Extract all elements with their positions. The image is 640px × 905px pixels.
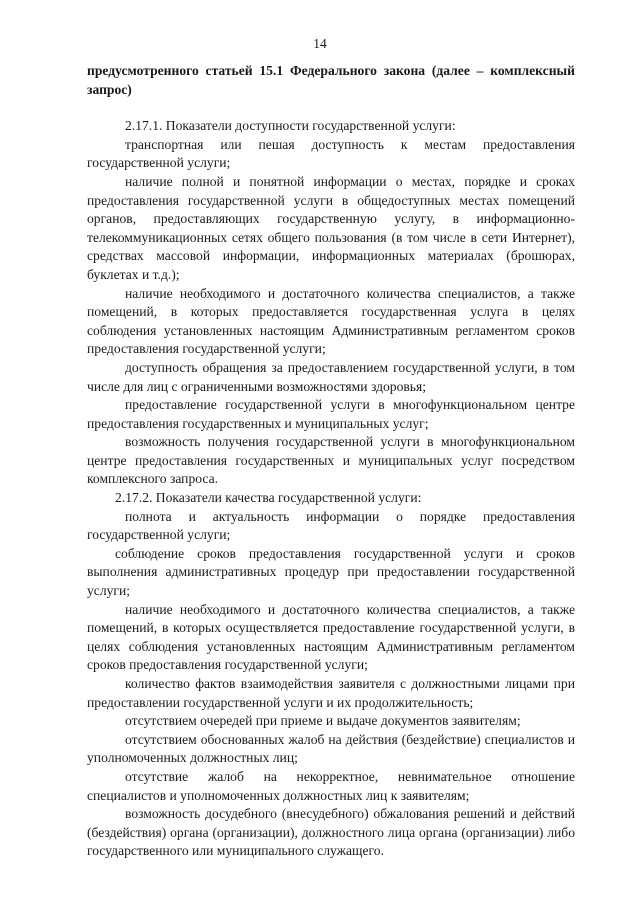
heading-quality-indicators: 2.17.2. Показатели качества государственной услуги: bbox=[115, 490, 422, 506]
paragraph-transport-accessibility: транспортная или пешая доступность к местам предоставления государственной услуги; bbox=[87, 136, 575, 171]
paragraph-comprehensive-request: предусмотренного статьей 15.1 Федерального закона (далее – комплексный запрос) bbox=[87, 63, 575, 97]
paragraph-accessibility-disabled: доступность обращения за предоставлением государственной услуги, в том числе для лиц с ограниченными возможностями здоровья; bbox=[87, 359, 575, 394]
paragraph-interaction-count: количество фактов взаимодействия заявителя с должностными лицами при предоставлении государственной услуги и их продолжительность; bbox=[87, 676, 575, 710]
paragraph-mfc-comprehensive-request: возможность получения государственной услуги в многофункциональном центре предоставления государственных и муниципальных услуг посредством комплексного запроса. bbox=[87, 434, 575, 487]
page-number: 14 bbox=[313, 36, 327, 51]
paragraph-pretrial-appeal: возможность досудебного (внесудебного) обжалования решений и действий (бездействия) органа (организации), должностного лица органа (организации) либо государственного или муниципального служащего. bbox=[87, 806, 575, 859]
paragraph-no-incorrect-treatment: отсутствие жалоб на некорректное, невнимательное отношение специалистов и уполномоченных должностных лиц к заявителям; bbox=[87, 768, 575, 803]
paragraph-information-availability: наличие полной и понятной информации о местах, порядке и сроках предоставления государственной услуги в общедоступных местах помещений органов, предоставляющих государственную услугу, в информационно-телекоммуникационных сетях общего пользования (в том числе в сети Интернет), средствах массовой информации, информационных материалах (брошюрах, буклетах и т.д.); bbox=[87, 173, 575, 282]
body-text bbox=[87, 62, 575, 861]
paragraph-deadlines-compliance: соблюдение сроков предоставления государственной услуги и сроков выполнения административных процедур при предоставлении государственной услуги; bbox=[87, 545, 575, 599]
paragraph-staff-and-premises: наличие необходимого и достаточного количества специалистов, а также помещений, в которых предоставляется государственная услуга в целях соблюдения установленных настоящим Административным регламентом сроков предоставления государственной услуги; bbox=[87, 285, 575, 357]
paragraph-staff-and-premises-quality: наличие необходимого и достаточного количества специалистов, а также помещений, в которых осуществляется предоставление государственной услуги, в целях соблюдения установленных настоящим Административным регламентом сроков предоставления государственной услуги; bbox=[87, 601, 575, 673]
paragraph-information-completeness: полнота и актуальность информации о порядке предоставления государственной услуги; bbox=[87, 508, 575, 543]
paragraph-mfc-service: предоставление государственной услуги в многофункциональном центре предоставления государственных и муниципальных услуг; bbox=[87, 397, 575, 431]
paragraph-no-justified-complaints: отсутствием обоснованных жалоб на действия (бездействие) специалистов и уполномоченных должностных лиц; bbox=[87, 731, 575, 766]
paragraph-no-queues: отсутствием очередей при приеме и выдаче документов заявителям; bbox=[125, 713, 521, 729]
heading-accessibility-indicators: 2.17.1. Показатели доступности государственной услуги: bbox=[125, 118, 456, 134]
